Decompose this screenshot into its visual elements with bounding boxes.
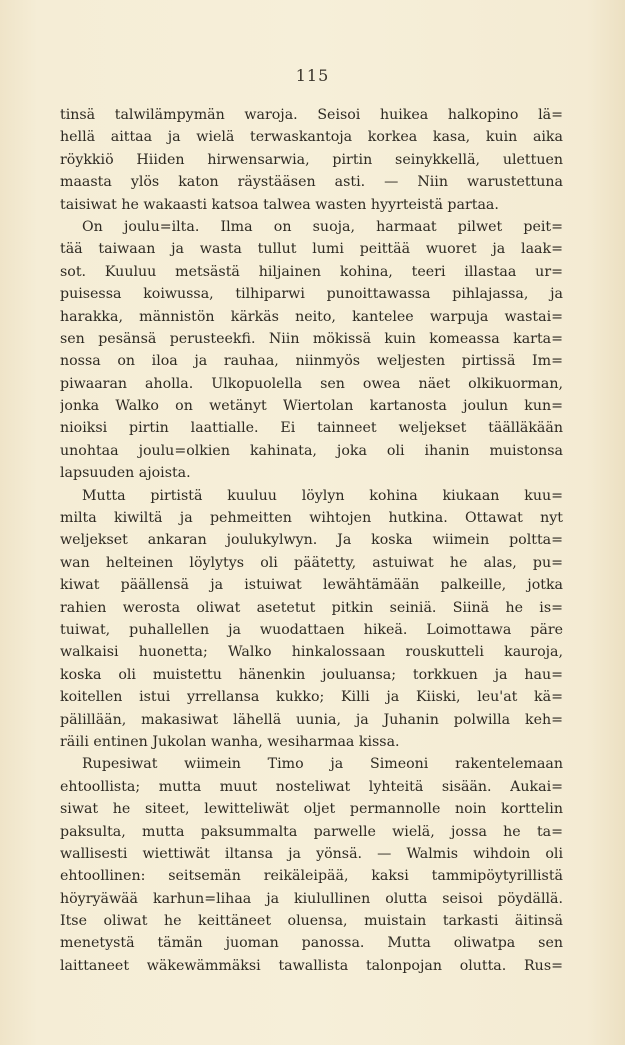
- text-line: walkaisi huonetta; Walko hinkalossaan rouskutteli kauroja,: [60, 644, 563, 661]
- page-number: 115: [295, 66, 330, 85]
- text-line: nioiksi pirtin laattialle. Ei tainneet weljekset täälläkään: [60, 420, 563, 437]
- text-line: koitellen istui yrrellansa kukko; Killi ja Kiiski, leu'at kä=: [60, 689, 563, 706]
- text-line: piwaaran aholla. Ulkopuolella sen owea näet olkikuorman,: [60, 375, 563, 392]
- text-line: weljekset ankaran joulukylwyn. Ja koska wiimein poltta=: [60, 532, 563, 549]
- text-line: wallisesti wiettiwät iltansa ja yönsä. — Walmis wihdoin oli: [60, 845, 563, 862]
- text-line: nossa on iloa ja rauhaa, niinmyös weljesten pirtissä Im=: [60, 353, 563, 370]
- text-line: pälillään, makasiwat lähellä uunia, ja Juhanin polwilla keh=: [60, 711, 563, 728]
- text-line: unohtaa joulu=olkien kahinata, joka oli ihanin muistonsa: [60, 442, 563, 459]
- text-line: räili entinen Jukolan wanha, wesiharmaa kissa.: [60, 733, 400, 750]
- body-text: [60, 104, 563, 977]
- text-line: lapsuuden ajoista.: [60, 465, 191, 482]
- text-line: kiwat päällensä ja istuiwat lewähtämään palkeille, jotka: [60, 577, 563, 594]
- text-line: koska oli muistettu hänenkin jouluansa; torkkuen ja hau=: [60, 666, 563, 683]
- text-line: paksulta, mutta paksummalta parwelle wielä, jossa he ta=: [60, 823, 563, 840]
- text-line: puisessa koiwussa, tilhiparwi punoittawassa pihlajassa, ja: [60, 286, 563, 303]
- text-line: tää taiwaan ja wasta tullut lumi peittää wuoret ja laak=: [60, 241, 563, 258]
- text-line: sen pesänsä perusteekfi. Niin mökissä kuin komeassa karta=: [60, 330, 563, 347]
- text-line: siwat he siteet, lewitteliwät oljet permannolle noin korttelin: [60, 801, 563, 818]
- text-line: ehtoollista; mutta muut nosteliwat lyhteitä sisään. Aukai=: [60, 778, 563, 795]
- text-line: röykkiö Hiiden hirwensarwia, pirtin seinykkellä, ulettuen: [60, 151, 563, 168]
- text-line: menetystä tämän juoman panossa. Mutta oliwatpa sen: [60, 935, 563, 952]
- text-line: Mutta pirtistä kuuluu löylyn kohina kiukaan kuu=: [82, 487, 563, 504]
- text-line: laittaneet wäkewämmäksi tawallista talonpojan olutta. Rus=: [60, 957, 563, 974]
- text-line: tinsä talwilämpymän waroja. Seisoi huikea halkopino lä=: [60, 107, 563, 123]
- text-line: tuiwat, puhallellen ja wuodattaen hikeä. Loimottawa päre: [60, 621, 563, 638]
- text-line: maasta ylös katon räystääsen asti. — Niin warustettuna: [60, 174, 563, 191]
- text-line: sot. Kuuluu metsästä hiljainen kohina, teeri illastaa ur=: [60, 263, 563, 280]
- text-line: taisiwat he wakaasti katsoa talwea wasten hyyrteistä partaa.: [60, 196, 499, 213]
- text-line: wan helteinen löylytys oli päätetty, astuiwat he alas, pu=: [60, 554, 563, 571]
- text-line: milta kiwiltä ja pehmeitten wihtojen hutkina. Ottawat nyt: [60, 510, 563, 527]
- text-line: ehtoollinen: seitsemän reikäleipää, kaksi tammipöytyrillistä: [60, 868, 563, 885]
- text-line: rahien werosta oliwat asetetut pitkin seiniä. Siinä he is=: [60, 599, 563, 616]
- text-line: Rupesiwat wiimein Timo ja Simeoni rakentelemaan: [82, 756, 563, 773]
- text-line: höyryäwää karhun=lihaa ja kiulullinen olutta seisoi pöydällä.: [60, 890, 563, 907]
- text-line: harakka, männistön kärkäs neito, kantelee warpuja wastai=: [60, 308, 563, 325]
- text-line: hellä aittaa ja wielä terwaskantoja korkea kasa, kuin aika: [60, 129, 563, 146]
- text-line: Itse oliwat he keittäneet oluensa, muistain tarkasti äitinsä: [60, 913, 563, 930]
- text-line: On joulu=ilta. Ilma on suoja, harmaat pilwet peit=: [82, 218, 563, 235]
- text-line: jonka Walko on wetänyt Wiertolan kartanosta joulun kun=: [60, 398, 563, 415]
